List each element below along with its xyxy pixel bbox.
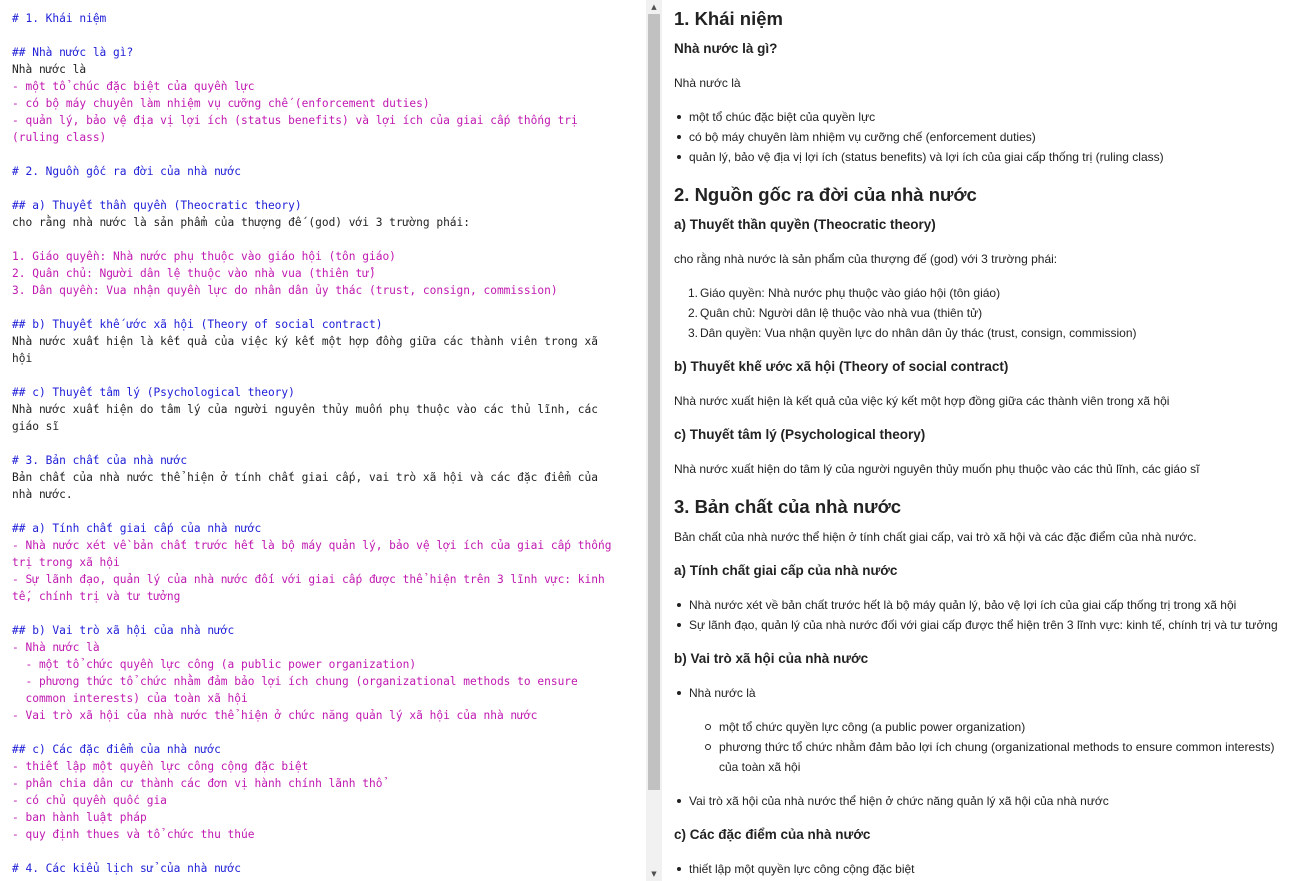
heading-psychological-theory: c) Thuyết tâm lý (Psychological theory) [674, 427, 926, 442]
heading-social-role: b) Vai trò xã hội của nhà nước [674, 651, 869, 666]
editor-line[interactable]: Nhà nước xuất hiện do tâm lý của người nguyên thủy muốn phụ thuộc vào các thủ lĩnh, các [12, 403, 598, 416]
list-item [674, 127, 1300, 147]
editor-line[interactable]: (ruling class) [12, 131, 107, 144]
editor-line[interactable]: - Nhà nước xét về bản chất trước hết là bộ máy quản lý, bảo vệ lợi ích của giai cấp thống [12, 539, 612, 552]
editor-line[interactable]: # 3. Bản chất của nhà nước [12, 454, 188, 467]
editor-line[interactable] [12, 231, 638, 248]
list-item [674, 107, 1300, 127]
scrollbar-thumb[interactable] [648, 14, 660, 790]
editor-line[interactable]: ## a) Tính chất giai cấp của nhà nước [12, 522, 262, 535]
list-item-text: có bộ máy chuyên làm nhiệm vụ cưỡng chế (enforcement duties) [689, 130, 1036, 144]
editor-line[interactable]: nhà nước. [12, 488, 73, 501]
editor-line[interactable]: 2. Quân chủ: Người dân lệ thuộc vào nhà vua (thiên tử) [12, 267, 376, 280]
heading-social-contract: b) Thuyết khế ước xã hội (Theory of social contract) [674, 359, 1009, 374]
editor-line[interactable]: - phân chia dân cư thành các đơn vị hành chính lãnh thổ [12, 777, 383, 790]
list-item [674, 615, 1300, 635]
editor-line[interactable]: - thiết lập một quyền lực công cộng đặc biệt [12, 760, 309, 773]
preview-content [674, 5, 1300, 881]
bullet-icon [677, 691, 681, 695]
bullet-icon [677, 623, 681, 627]
list-state-definition [674, 107, 1300, 167]
markdown-preview [662, 0, 1300, 881]
list-item [674, 147, 1300, 167]
list-theocratic-schools [674, 283, 1300, 343]
list-item-text: quản lý, bảo vệ địa vị lợi ích (status benefits) và lợi ích của giai cấp thống trị (ruling class) [689, 150, 1164, 164]
list-item-text: thiết lập một quyền lực công cộng đặc biệt [689, 862, 915, 876]
list-item-text: Dân quyền: Vua nhận quyền lực do nhân dân ủy thác (trust, consign, commission) [700, 326, 1137, 340]
editor-line[interactable] [12, 299, 638, 316]
list-item-text: một tổ chức quyền lực công (a public power organization) [719, 720, 1026, 734]
editor-line[interactable]: common interests) của toàn xã hội [12, 692, 248, 705]
list-item [674, 303, 1300, 323]
editor-line[interactable] [12, 367, 638, 384]
editor-line[interactable]: - Sự lãnh đạo, quản lý của nhà nước đối với giai cấp được thể hiện trên 3 lĩnh vực: kinh [12, 573, 605, 586]
paragraph-state-is: Nhà nước là [674, 76, 741, 90]
list-item [674, 683, 1300, 777]
editor-line[interactable]: ## a) Thuyết thần quyền (Theocratic theory) [12, 199, 302, 212]
bullet-icon [677, 867, 681, 871]
editor-line[interactable]: 3. Dân quyền: Vua nhận quyền lực do nhân dân ủy thác (trust, consign, commission) [12, 284, 558, 297]
editor-line[interactable]: giáo sĩ [12, 420, 60, 433]
list-number: 1. [687, 286, 698, 300]
editor-line[interactable]: - một tổ chúc đặc biệt của quyền lực [12, 80, 255, 93]
list-item-text: Sự lãnh đạo, quản lý của nhà nước đối với giai cấp được thể hiện trên 3 lĩnh vực: kinh tế, chính trị và tư tưởng [689, 618, 1278, 632]
editor-line[interactable]: - ban hành luật pháp [12, 811, 147, 824]
sub-list-state-is [689, 717, 1300, 777]
heading-features: c) Các đặc điểm của nhà nước [674, 827, 871, 842]
heading-what-is-state: Nhà nước là gì? [674, 41, 778, 56]
editor-text[interactable] [12, 10, 638, 877]
editor-scrollbar[interactable] [646, 0, 662, 881]
paragraph-social-contract: Nhà nước xuất hiện là kết quả của việc ký kết một hợp đồng giữa các thành viên trong xã hội [674, 394, 1170, 408]
bullet-icon [677, 135, 681, 139]
list-item-text: Nhà nước là [689, 686, 756, 700]
editor-line[interactable]: - có chủ quyền quốc gia [12, 794, 167, 807]
editor-line[interactable] [12, 605, 638, 622]
list-number: 3. [687, 326, 698, 340]
editor-line[interactable]: # 1. Khái niệm [12, 12, 107, 25]
list-features [674, 859, 1300, 879]
editor-line[interactable]: ## Nhà nước là gì? [12, 46, 134, 59]
sub-list-item [689, 717, 1300, 737]
circle-bullet-icon [705, 744, 711, 750]
editor-line[interactable] [12, 180, 638, 197]
heading-class-character: a) Tính chất giai cấp của nhà nước [674, 563, 898, 578]
scroll-down-arrow-icon[interactable]: ▼ [651, 870, 657, 878]
list-class-character [674, 595, 1300, 635]
list-item-text: phương thức tổ chức nhằm đảm bảo lợi ích chung (organizational methods to ensure common interests) của toàn xã hội [719, 740, 1275, 774]
editor-line[interactable]: trị trong xã hội [12, 556, 120, 569]
bullet-icon [677, 115, 681, 119]
list-item-text: Vai trò xã hội của nhà nước thể hiện ở chức năng quản lý xã hội của nhà nước [689, 794, 1109, 808]
editor-line[interactable] [12, 146, 638, 163]
bullet-icon [677, 799, 681, 803]
heading-nature: 3. Bản chất của nhà nước [674, 496, 902, 517]
list-item [674, 323, 1300, 343]
heading-origin: 2. Nguồn gốc ra đời của nhà nước [674, 184, 977, 205]
markdown-editor[interactable] [0, 0, 646, 881]
editor-line[interactable]: Bản chất của nhà nước thể hiện ở tính chất giai cấp, vai trò xã hội và các đặc điểm của [12, 471, 598, 484]
list-item [674, 283, 1300, 303]
editor-line[interactable] [12, 27, 638, 44]
editor-line[interactable] [12, 843, 638, 860]
list-item [674, 595, 1300, 615]
editor-line[interactable]: tế, chính trị và tư tưởng [12, 590, 181, 603]
editor-line[interactable]: hội [12, 352, 33, 365]
paragraph-nature: Bản chất của nhà nước thể hiện ở tính chất giai cấp, vai trò xã hội và các đặc điểm của nhà nước. [674, 530, 1197, 544]
editor-line[interactable]: # 4. Các kiểu lịch sử của nhà nước [12, 862, 242, 875]
editor-line[interactable]: ## c) Các đặc điểm của nhà nước [12, 743, 221, 756]
editor-line[interactable]: - quản lý, bảo vệ địa vị lợi ích (status benefits) và lợi ích của giai cấp thống trị [12, 114, 578, 127]
editor-line[interactable] [12, 503, 638, 520]
editor-line[interactable]: - Vai trò xã hội của nhà nước thể hiện ở chức năng quản lý xã hội của nhà nước [12, 709, 538, 722]
list-item [674, 859, 1300, 879]
list-item-text: Nhà nước xét về bản chất trước hết là bộ máy quản lý, bảo vệ lợi ích của giai cấp thống trị trong xã hội [689, 598, 1237, 612]
editor-line[interactable]: cho rằng nhà nước là sản phẩm của thượng đế (god) với 3 trường phái: [12, 216, 471, 229]
scroll-up-arrow-icon[interactable]: ▲ [651, 3, 657, 11]
list-item-text: Giáo quyền: Nhà nước phụ thuộc vào giáo hội (tôn giáo) [700, 286, 1001, 300]
paragraph-psychological: Nhà nước xuất hiện do tâm lý của người nguyên thủy muốn phụ thuộc vào các thủ lĩnh, các giáo sĩ [674, 462, 1200, 476]
editor-line[interactable] [12, 435, 638, 452]
editor-line[interactable]: ## b) Vai trò xã hội của nhà nước [12, 624, 235, 637]
circle-bullet-icon [705, 724, 711, 730]
editor-line[interactable]: ## c) Thuyết tâm lý (Psychological theory) [12, 386, 295, 399]
list-item-text: một tổ chúc đặc biệt của quyền lực [689, 110, 876, 124]
bullet-icon [677, 603, 681, 607]
list-number: 2. [687, 306, 698, 320]
editor-line[interactable]: ## b) Thuyết khế ước xã hội (Theory of social contract) [12, 318, 383, 331]
editor-line[interactable]: - quy định thues và tổ chức thu thúe [12, 828, 255, 841]
editor-line[interactable]: # 2. Nguồn gốc ra đời của nhà nước [12, 165, 242, 178]
editor-line[interactable]: Nhà nước là [12, 63, 87, 76]
editor-line[interactable]: 1. Giáo quyền: Nhà nước phụ thuộc vào giáo hội (tôn giáo) [12, 250, 396, 263]
heading-theocratic-theory: a) Thuyết thần quyền (Theocratic theory) [674, 217, 936, 232]
bullet-icon [677, 155, 681, 159]
editor-line[interactable]: - Nhà nước là [12, 641, 100, 654]
editor-line[interactable]: - có bộ máy chuyên làm nhiệm vụ cưỡng chế (enforcement duties) [12, 97, 430, 110]
list-social-role [674, 683, 1300, 811]
heading-concept: 1. Khái niệm [674, 8, 783, 29]
editor-line[interactable] [12, 724, 638, 741]
list-item [674, 791, 1300, 811]
paragraph-theocratic: cho rằng nhà nước là sản phẩm của thượng đế (god) với 3 trường phái: [674, 252, 1058, 266]
list-item-text: Quân chủ: Người dân lệ thuộc vào nhà vua (thiên tử) [700, 306, 983, 320]
editor-line[interactable]: Nhà nước xuất hiện là kết quả của việc ký kết một hợp đồng giữa các thành viên trong xã [12, 335, 598, 348]
sub-list-item [689, 737, 1279, 777]
editor-line[interactable]: - một tổ chức quyền lực công (a public power organization) [12, 658, 417, 671]
editor-line[interactable]: - phương thức tổ chức nhằm đảm bảo lợi ích chung (organizational methods to ensure [12, 675, 578, 688]
